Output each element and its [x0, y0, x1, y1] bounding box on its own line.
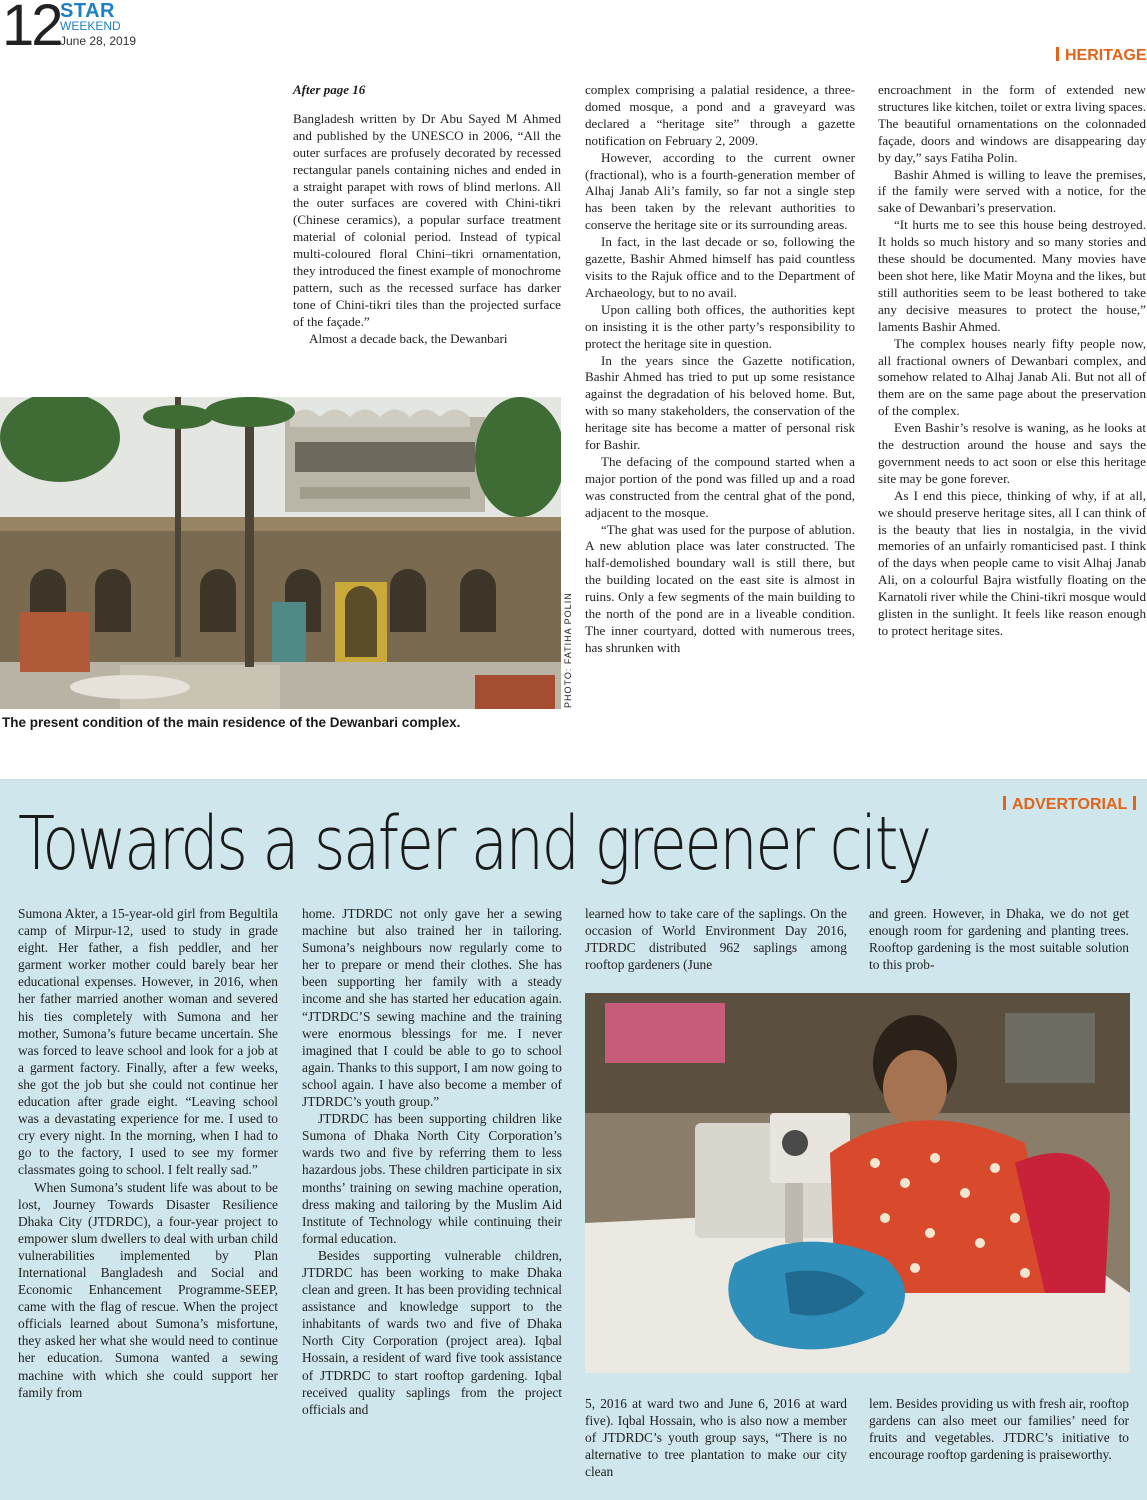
sewing-illustration: [585, 993, 1130, 1373]
divider-bar: [1056, 47, 1059, 61]
advertorial-column-3-top: [585, 905, 847, 973]
photo-credit: PHOTO: FATIHA POLIN: [563, 592, 573, 708]
paragraph: When Sumona’s student life was about to be lost, Journey Towards Disaster Resilience Dhaka City (JTDRDC), a four-year project to empower slum dwellers to deal with urban child vulnerabilities implemented by Plan International Bangladesh and Social and Economic Enhancement Programme-SEEP, came with the flag of rescue. When the project officials learned about Sumona’s misfortune, they asked her what she would need to continue her education. Sumona wanted a sewing machine with which she could support her family from: [18, 1179, 278, 1400]
paragraph: As I end this piece, thinking of why, if at all, we should preserve heritage sites, all I can think of is the beauty that lies in nostalgia, in the vivid memories of an unfairly romanticised past. I think of the days when people came to visit Alhaj Janab Ali, on a colourful Bajra wistfully floating on the Karnatoli river while the Chini-tikri mosque would glisten in the sunlight. It feels like reason enough to protect heritage sites.: [878, 487, 1146, 638]
section-tag-advertorial: [997, 796, 1142, 814]
advertorial-headline: Towards a safer and greener city: [18, 801, 930, 887]
paragraph: In fact, in the last decade or so, following the gazette, Bashir Ahmed himself has paid countless visits to the Rajuk office and to the Department of Archaeology, but to no avail.: [585, 234, 855, 300]
paragraph: complex comprising a palatial residence, a three-domed mosque, a pond and a graveyard was declared a “heritage site” through a gazette notification on February 2, 2009.: [585, 82, 855, 148]
divider-bar: [1133, 796, 1136, 810]
paragraph: Sumona Akter, a 15-year-old girl from Begultila camp of Mirpur-12, used to study in grade eight. Her father, a fish peddler, and her garment worker mother could barely bear her educational expenses. However, in 2016, when her father married another woman and severed his ties completely with Sumona and her mother, Sumona’s future became uncertain. She was forced to leave school and look for a job at a garment factory. Finally, after a few weeks, she got the job but she could not continue her education after grade eight. “Leaving school was a devastating experience for me. I used to cry every night. In the morning, when I had to go to the factory, I used to see my former classmates going to school. I felt really sad.”: [18, 906, 278, 1178]
brand-logo: STAR: [60, 0, 115, 22]
sewing-photo: [585, 993, 1130, 1373]
advertorial-column-3-bottom: [585, 1395, 847, 1480]
paragraph: home. JTDRDC not only gave her a sewing machine but also trained her in tailoring. Sumona’s neighbours now regularly come to her to prepare or mend their clothes. She has been supporting her family with a steady income and she has started her education again. “JTDRDC’S sewing machine and the training were enormous blessings for me. I never imagined that I could be able to go to school again. Thanks to this support, I am now going to school again. I have also become a member of JTDRDC’s youth group.”: [302, 906, 562, 1110]
brand-subtitle: WEEKEND: [60, 19, 121, 33]
paragraph: 5, 2016 at ward two and June 6, 2016 at ward five). Iqbal Hossain, who is also now a member of JTDRDC’s youth group says, “There is no alternative to tree plantation to make our city clean: [585, 1396, 847, 1480]
heritage-column-3: [878, 82, 1146, 640]
photo-caption: The present condition of the main residence of the Dewanbari complex.: [2, 715, 461, 730]
paragraph: Bangladesh written by Dr Abu Sayed M Ahmed and published by the UNESCO in 2006, “All the outer surfaces are profusely decorated by recessed rectangular panels containing niches and ended in a straight parapet with rows of blind merlons. All the outer surfaces are covered with Chini-tikri (Chinese ceramics), a popular surface treatment material of colonial period. Instead of typical multi-coloured floral Chini–tikri ornamentation, they introduced the finest example of monochrome pattern, such as the recessed surface has darker tone of Chini-tikri tiles than the projected surface of the façade.”: [293, 110, 561, 329]
page-number: 12: [2, 0, 61, 58]
divider-bar: [1003, 796, 1006, 810]
paragraph: “The ghat was used for the purpose of ablution. A new ablution place was later constructed. The half-demolished boundary wall is still there, but the building located on the east site is almost in ruins. Only a few segments of the main building to the north of the pond are in a liveable condition. The inner courtyard, dotted with numerous trees, has shrunken with: [585, 521, 855, 655]
heritage-column-2: [585, 82, 855, 657]
issue-date: June 28, 2019: [60, 34, 137, 48]
section-label: HERITAGE: [1065, 47, 1147, 64]
advertorial-column-1: [18, 905, 278, 1401]
advertorial-column-4-top: [869, 905, 1129, 973]
paragraph: “It hurts me to see this house being destroyed. It holds so much history and so many stories and these should be documented. Many movies have been shot here, like Matir Moyna and the likes, but still authorities seem to be least bothered to take any decisive measures to protect the house,” laments Bashir Ahmed.: [878, 217, 1146, 334]
section-tag-heritage: [1050, 47, 1147, 65]
paragraph: Upon calling both offices, the authorities kept on insisting it is the other party’s responsibility to protect the heritage site in question.: [585, 301, 855, 351]
paragraph: Almost a decade back, the Dewanbari: [309, 330, 508, 346]
paragraph: The complex houses nearly fifty people now, all fractional owners of Dewanbari complex, and somehow related to Alhaj Janab Ali. But not all of them are on the same page about the preservation of the complex.: [878, 335, 1146, 419]
paragraph: Even Bashir’s resolve is waning, as he looks at the destruction around the house and says the government needs to act soon or else this heritage site may be gone forever.: [878, 420, 1146, 486]
paragraph: and green. However, in Dhaka, we do not get enough room for gardening and planting trees. Rooftop gardening is the most suitable solution to this prob-: [869, 906, 1129, 973]
paragraph: JTDRDC has been supporting children like Sumona of Dhaka North City Corporation’s wards two and five by referring them to less hazardous jobs. These children participate in six months’ training on sewing machine operation, dress making and tailoring by the Muslim Aid Institute of Technology while continuing their formal education.: [302, 1111, 562, 1246]
paragraph: Bashir Ahmed is willing to leave the premises, if the family were served with a notice, for the sake of Dewanbari’s preservation.: [878, 166, 1146, 216]
dewanbari-photo: [0, 397, 561, 709]
section-label: ADVERTORIAL: [1012, 796, 1128, 813]
heritage-column-1: [293, 82, 561, 348]
paragraph: Besides supporting vulnerable children, JTDRDC has been working to make Dhaka clean and green. It has been providing technical assistance and knowledge support to the inhabitants of wards two and five of Dhaka North City Corporation (project area). Iqbal Hossain, a resident of ward five took assistance of JTDRDC to start rooftop gardening. Iqbal received quality saplings from the project officials and: [302, 1247, 562, 1417]
paragraph: encroachment in the form of extended new structures like kitchen, toilet or extra living spaces. The beautiful ornamentations on the colonnaded façade, doors and windows are disappearing day by day,” says Fatiha Polin.: [878, 82, 1146, 165]
paragraph: In the years since the Gazette notification, Bashir Ahmed has tried to put up some resistance against the degradation of his beloved home. But, with so many stakeholders, the conservation of the heritage site has become a matter of personal risk for Bashir.: [585, 352, 855, 453]
advertorial-column-4-bottom: [869, 1395, 1129, 1463]
paragraph: The defacing of the compound started when a major portion of the pond was filled up and a road was constructed from the central ghat of the pond, adjacent to the mosque.: [585, 453, 855, 520]
building-illustration: [0, 397, 561, 709]
paragraph: However, according to the current owner (fractional), who is a fourth-generation member of Alhaj Janab Ali’s family, so far not a single step has been taken by the relevant authorities to conserve the heritage site or its surrounding areas.: [585, 149, 855, 233]
paragraph: lem. Besides providing us with fresh air, rooftop gardens can also meet our families’ need for fruits and vegetables. JTDRC’s initiative to encourage rooftop gardening is praiseworthy.: [869, 1396, 1129, 1463]
advertorial-column-2: [302, 905, 562, 1418]
jump-label: After page 16: [293, 82, 366, 97]
paragraph: learned how to take care of the saplings. On the occasion of World Environment Day 2016, JTDRDC distributed 962 saplings among rooftop gardeners (June: [585, 906, 847, 973]
